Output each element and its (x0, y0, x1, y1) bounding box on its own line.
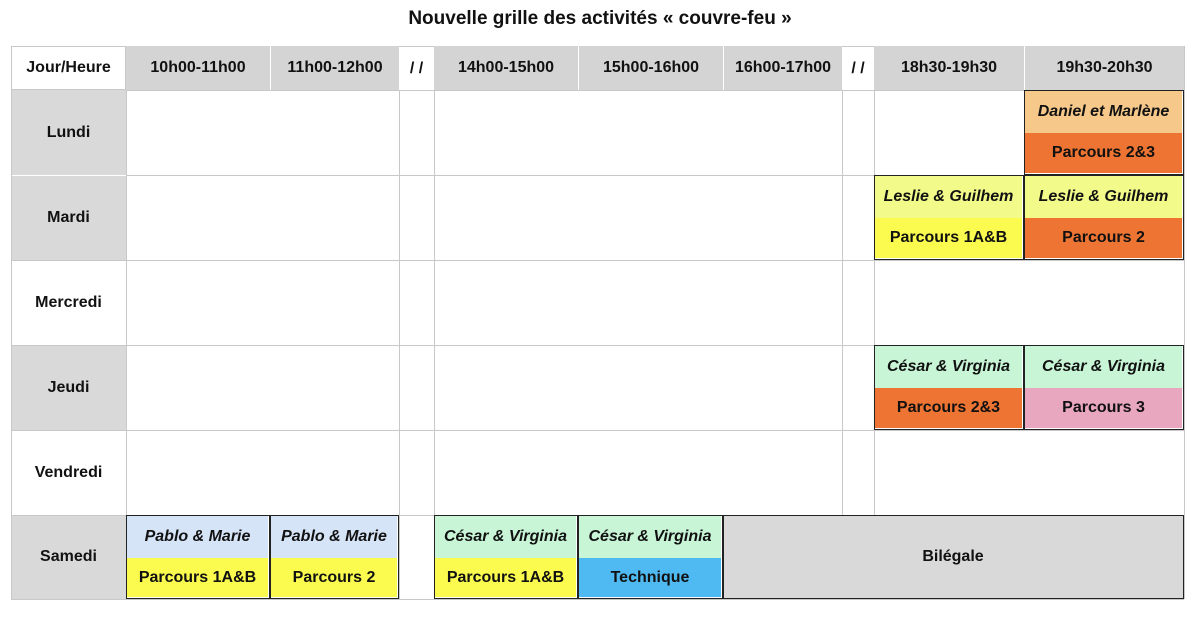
day-lundi: Lundi (11, 90, 126, 175)
page-title: Nouvelle grille des activités « couvre-feu » (408, 8, 792, 29)
day-mardi: Mardi (11, 175, 126, 260)
header-break-1: / / (399, 46, 434, 90)
day-vendredi: Vendredi (11, 430, 126, 515)
activity-samedi-bilegale (723, 515, 1184, 599)
activity-instructor: Pablo & Marie (271, 516, 397, 558)
header-slot-1830: 18h30-19h30 (874, 46, 1024, 90)
activity-mardi-1830 (874, 175, 1024, 260)
activity-instructor: Leslie & Guilhem (875, 176, 1022, 218)
activity-jeudi-1830 (874, 345, 1024, 430)
activity-instructor: César & Virginia (1025, 346, 1182, 388)
activity-course: Parcours 1A&B (875, 218, 1022, 258)
activity-lundi-1930 (1024, 90, 1184, 175)
activity-instructor: Leslie & Guilhem (1025, 176, 1182, 218)
activity-course: Technique (579, 558, 721, 597)
header-slot-1600: 16h00-17h00 (723, 46, 842, 90)
activity-label: Bilégale (922, 547, 984, 565)
activity-samedi-1500 (578, 515, 723, 599)
activity-instructor: Daniel et Marlène (1025, 91, 1182, 133)
activity-instructor: César & Virginia (875, 346, 1022, 388)
activity-jeudi-1930 (1024, 345, 1184, 430)
activity-course: Parcours 1A&B (435, 558, 576, 597)
header-slot-1400: 14h00-15h00 (434, 46, 578, 90)
header-slot-1100: 11h00-12h00 (270, 46, 399, 90)
activity-course: Parcours 2&3 (1025, 133, 1182, 173)
activity-instructor: Pablo & Marie (127, 516, 268, 558)
day-jeudi: Jeudi (11, 345, 126, 430)
activity-samedi-1000 (126, 515, 270, 599)
activity-course: Parcours 2 (1025, 218, 1182, 258)
header-corner: Jour/Heure (11, 46, 126, 90)
header-break-2: / / (842, 46, 874, 90)
activity-course: Parcours 3 (1025, 388, 1182, 428)
day-mercredi: Mercredi (11, 260, 126, 345)
activity-course: Parcours 1A&B (127, 558, 268, 597)
activity-instructor: César & Virginia (579, 516, 721, 558)
header-slot-1500: 15h00-16h00 (578, 46, 723, 90)
activity-samedi-1400 (434, 515, 578, 599)
header-slot-1930: 19h30-20h30 (1024, 46, 1184, 90)
header-slot-1000: 10h00-11h00 (126, 46, 270, 90)
activity-course: Parcours 2&3 (875, 388, 1022, 428)
activity-mardi-1930 (1024, 175, 1184, 260)
activity-instructor: César & Virginia (435, 516, 576, 558)
day-samedi: Samedi (11, 515, 126, 599)
activity-samedi-1100 (270, 515, 399, 599)
activity-course: Parcours 2 (271, 558, 397, 597)
